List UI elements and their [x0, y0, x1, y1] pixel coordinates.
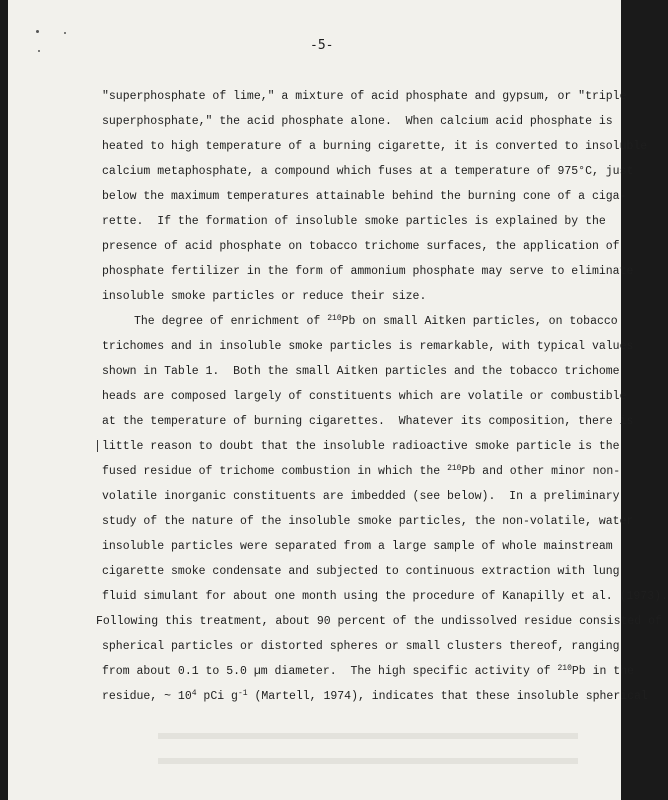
text-line: presence of acid phosphate on tobacco trichome surfaces, the application of	[102, 240, 620, 253]
bleed-through	[158, 758, 578, 764]
text-line: volatile inorganic constituents are imbedded (see below). In a preliminary	[102, 490, 620, 503]
text-line: shown in Table 1. Both the small Aitken particles and the tobacco trichome	[102, 365, 620, 378]
paragraph-start-line: The degree of enrichment of $^{210}$Pb on small Aitken particles, on tobacco	[134, 314, 618, 328]
paper-edge-mark	[97, 440, 98, 452]
text-line: phosphate fertilizer in the form of ammonium phosphate may serve to eliminate	[102, 265, 634, 278]
text-line: heads are composed largely of constituents which are volatile or combustible	[102, 390, 627, 403]
text-line: calcium metaphosphate, a compound which fuses at a temperature of 975°C, just	[102, 165, 634, 178]
text-line: insoluble particles were separated from a large sample of whole mainstream	[102, 540, 613, 553]
paper-speck	[64, 32, 66, 34]
page-number: -5-	[310, 38, 334, 53]
text-line: "superphosphate of lime," a mixture of acid phosphate and gypsum, or "triple	[102, 90, 627, 103]
text-line: from about 0.1 to 5.0 µm diameter. The high specific activity of $^{210}$Pb in the	[102, 664, 635, 678]
text-line: little reason to doubt that the insoluble radioactive smoke particle is the	[102, 440, 620, 453]
bleed-through	[158, 733, 578, 739]
text-line: Following this treatment, about 90 percent of the undissolved residue consisted of	[96, 615, 662, 628]
text-line: study of the nature of the insoluble smoke particles, the non-volatile, water	[102, 515, 634, 528]
text-line: fused residue of trichome combustion in which the $^{210}$Pb and other minor non-	[102, 464, 621, 478]
text-line: superphosphate," the acid phosphate alone. When calcium acid phosphate is	[102, 115, 613, 128]
text-line: spherical particles or distorted spheres or small clusters thereof, ranging	[102, 640, 620, 653]
text-line: below the maximum temperatures attainable behind the burning cone of a ciga-	[102, 190, 627, 203]
text-line: at the temperature of burning cigarettes. Whatever its composition, there is	[102, 415, 634, 428]
paper-speck	[36, 30, 39, 33]
text-line: cigarette smoke condensate and subjected to continuous extraction with lung	[102, 565, 620, 578]
paper-speck	[38, 50, 40, 52]
text-line: heated to high temperature of a burning cigarette, it is converted to insoluble	[102, 140, 648, 153]
text-line: rette. If the formation of insoluble smoke particles is explained by the	[102, 215, 606, 228]
text-line: insoluble smoke particles or reduce their size.	[102, 290, 427, 303]
document-page	[8, 0, 668, 800]
text-line: fluid simulant for about one month using the procedure of Kanapilly et al. (1973).	[102, 590, 668, 603]
text-line: trichomes and in insoluble smoke particles is remarkable, with typical values	[102, 340, 634, 353]
text-line: residue, ~ $10^4$ pCi $g^{-1}$ (Martell, 1974), indicates that these insoluble spherical	[102, 689, 648, 703]
body-text	[96, 84, 668, 709]
